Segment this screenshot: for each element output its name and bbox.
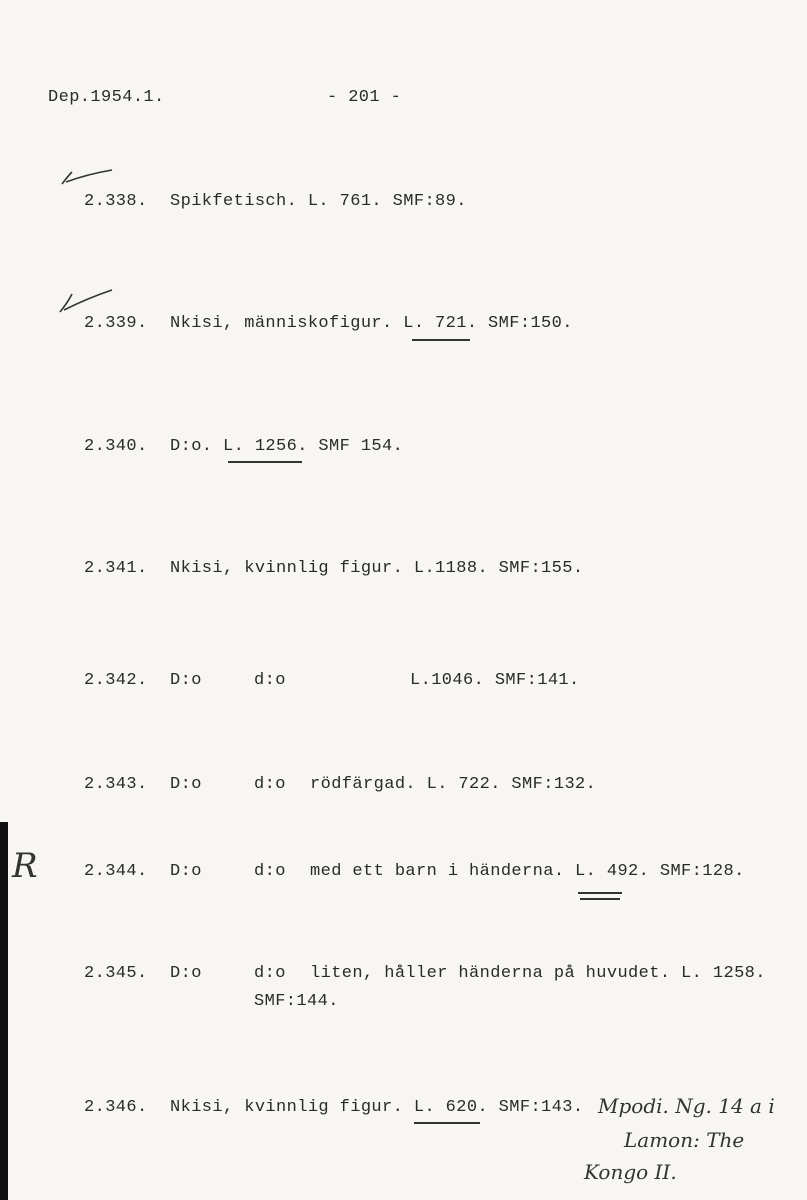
scan-edge-bar xyxy=(0,822,8,1200)
entry-col-3: rödfärgad. L. 722. SMF:132. xyxy=(310,775,597,794)
entry-number: 2.345. xyxy=(84,964,148,983)
entry-col-4: SMF:144. xyxy=(254,992,339,1011)
entry-number: 2.339. xyxy=(84,314,148,333)
entry-col-2: d:o xyxy=(254,775,286,794)
entry-number: 2.342. xyxy=(84,671,148,690)
document-reference: Dep.1954.1. xyxy=(48,88,165,107)
entry-col-2: d:o xyxy=(254,862,286,881)
entry-number: 2.343. xyxy=(84,775,148,794)
checkmark-icon xyxy=(56,282,116,316)
entry-col-1: D:o xyxy=(170,862,202,881)
entry-col-1: D:o xyxy=(170,964,202,983)
handwritten-note: Kongo II. xyxy=(584,1160,677,1184)
entry-number: 2.340. xyxy=(84,437,148,456)
entry-col-1: D:o xyxy=(170,775,202,794)
margin-annotation: R xyxy=(12,846,38,886)
page-number: - 201 - xyxy=(327,88,402,107)
entry-col-2: d:o xyxy=(254,964,286,983)
entry-number: 2.346. xyxy=(84,1098,148,1117)
entry-col-2: d:o xyxy=(254,671,286,690)
underline-mark xyxy=(580,898,620,900)
underline-mark xyxy=(228,461,302,463)
entry-number: 2.341. xyxy=(84,559,148,578)
entry-text: Nkisi, människofigur. L. 721. SMF:150. xyxy=(170,314,573,333)
entry-col-3: L.1046. SMF:141. xyxy=(410,671,580,690)
entry-text: Nkisi, kvinnlig figur. L.1188. SMF:155. xyxy=(170,559,584,578)
entry-col-1: D:o xyxy=(170,671,202,690)
underline-mark xyxy=(412,339,470,341)
handwritten-note: Lamon: The xyxy=(624,1128,745,1152)
entry-col-3: liten, håller händerna på huvudet. L. 1258. xyxy=(310,964,766,983)
entry-text: D:o. L. 1256. SMF 154. xyxy=(170,437,404,456)
handwritten-note: Mpodi. Ng. 14 a i xyxy=(598,1094,775,1118)
entry-text: Nkisi, kvinnlig figur. L. 620. SMF:143. xyxy=(170,1098,584,1117)
entry-col-3: med ett barn i händerna. L. 492. SMF:128. xyxy=(310,862,745,881)
checkmark-icon xyxy=(58,158,118,188)
underline-mark xyxy=(578,892,622,894)
underline-mark xyxy=(414,1122,480,1124)
entry-text: Spikfetisch. L. 761. SMF:89. xyxy=(170,192,467,211)
entry-number: 2.338. xyxy=(84,192,148,211)
entry-number: 2.344. xyxy=(84,862,148,881)
